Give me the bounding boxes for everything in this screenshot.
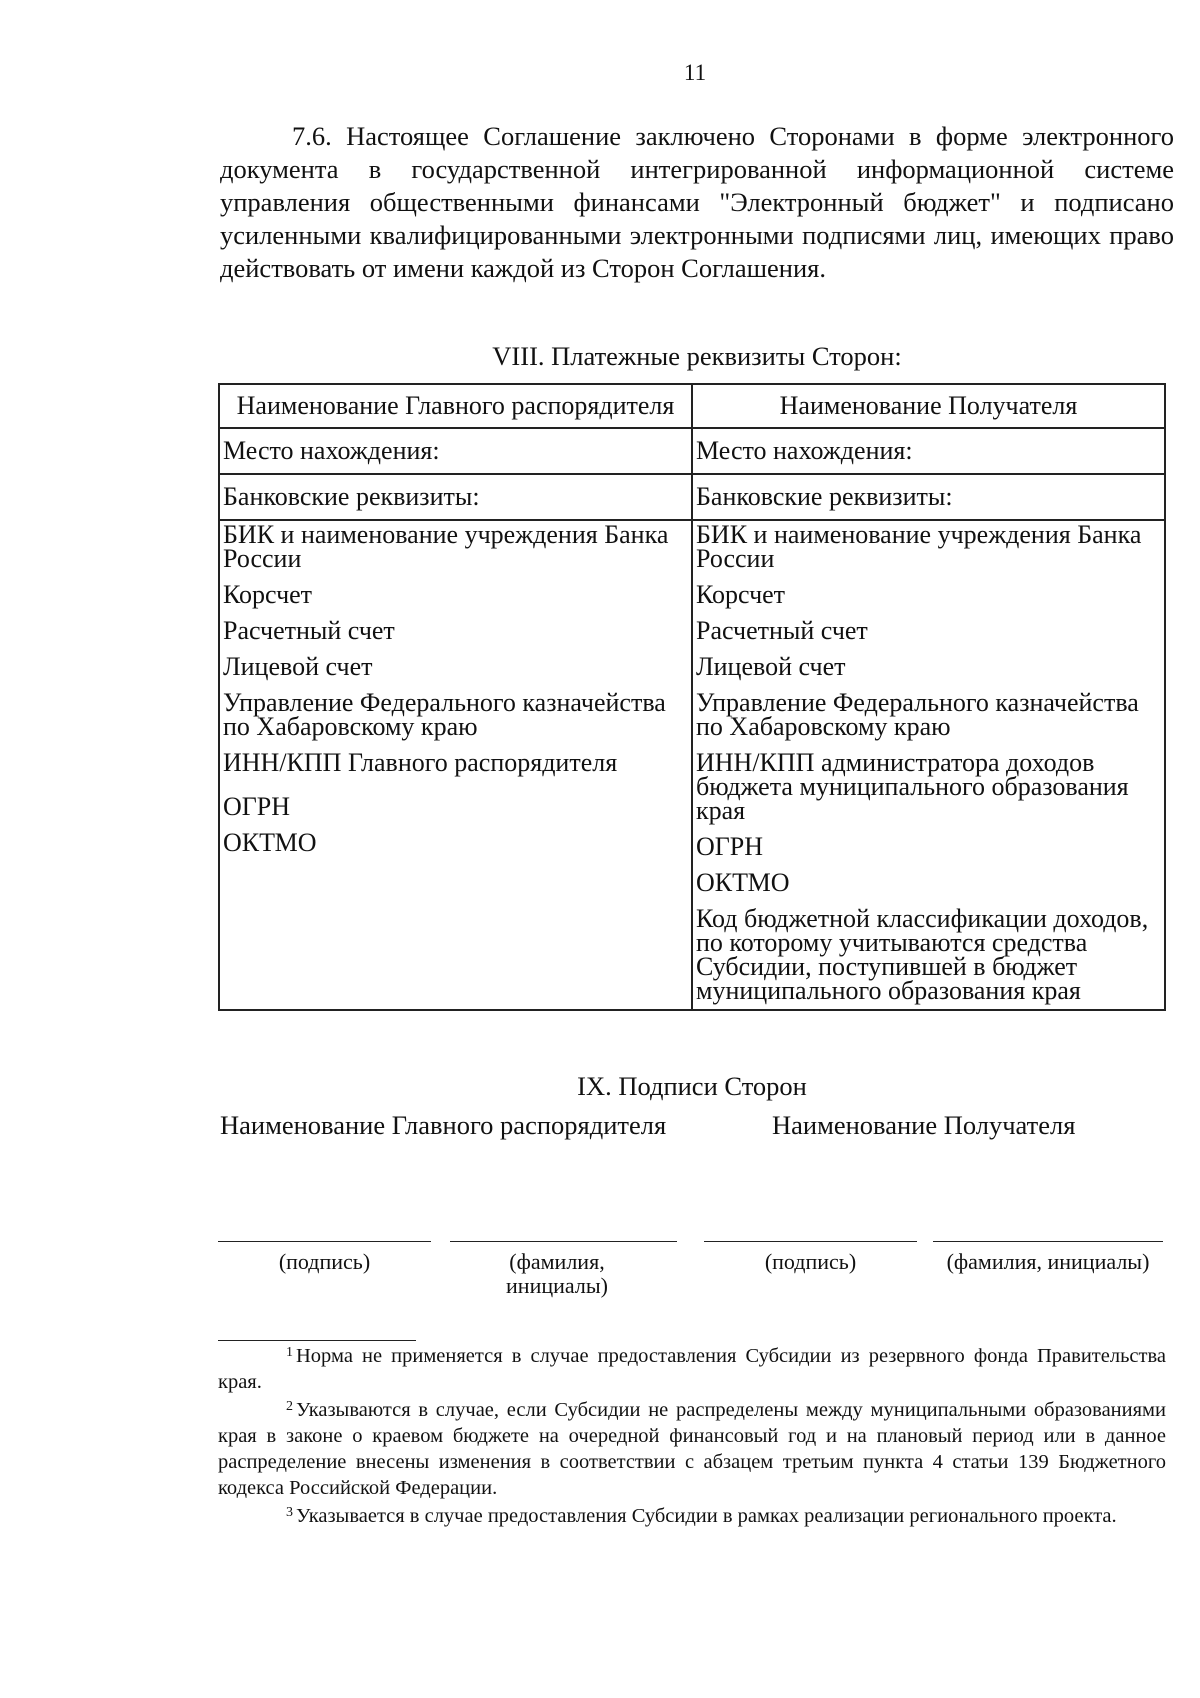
name-line-2 <box>933 1241 1163 1242</box>
right-item-oktmo: ОКТМО <box>696 868 790 897</box>
name-line-1 <box>450 1241 677 1242</box>
signature-line-1 <box>218 1241 431 1242</box>
footnote-text: Указывается в случае предоставления Субсидии в рамках реализации регионального проекта. <box>296 1505 1117 1527</box>
footnote-1 <box>218 1343 1166 1395</box>
name-caption-1: (фамилия, инициалы) <box>506 1249 608 1298</box>
left-item-ufk: Управление Федерального казначейства по Хабаровскому краю <box>223 688 666 741</box>
left-bank-cell: Банковские реквизиты: <box>219 474 692 520</box>
right-item-kbk: Код бюджетной классификации доходов, по которому учитываются средства Субсидии, поступившей в бюджет муниципального образования края <box>696 904 1149 1005</box>
right-bank-cell: Банковские реквизиты: <box>692 474 1165 520</box>
signature-caption-2: (подпись) <box>764 1249 857 1274</box>
right-item-raschetny: Расчетный счет <box>696 616 868 645</box>
name-caption-2: (фамилия, инициалы) <box>946 1249 1150 1274</box>
signature-right-party: Наименование Получателя <box>772 1110 1076 1140</box>
footnote-mark: 3 <box>286 1505 293 1520</box>
left-details-cell <box>219 520 692 1010</box>
page-number: 11 <box>683 60 707 85</box>
signature-left-party: Наименование Главного распорядителя <box>220 1110 667 1140</box>
footnotes <box>218 1343 1166 1531</box>
footnote-3 <box>218 1503 1166 1529</box>
location-row <box>219 428 1165 474</box>
left-item-oktmo: ОКТМО <box>223 828 317 857</box>
paragraph-7-6: 7.6. Настоящее Соглашение заключено Сторонами в форме электронного документа в государственной интегрированной информационной системе управления общественными финансами "Электронный бюджет" и подписано усиленными квалифицированными электронными подписями лиц, имеющих право действовать от имени каждой из Сторон Соглашения. <box>220 121 1174 283</box>
right-item-bik: БИК и наименование учреждения Банка России <box>696 520 1142 573</box>
footnote-text: Указываются в случае, если Субсидии не распределены между муниципальными образованиями края в законе о краевом бюджете на очередной финансовый год и на плановый период или в данное распределение внесены изменения в соответствии с абзацем третьим пункта 4 статьи 139 Бюджетного кодекса Российской Федерации. <box>218 1399 1166 1499</box>
section-8-title: VIII. Платежные реквизиты Сторон: <box>492 341 902 371</box>
table-header-row <box>219 384 1165 428</box>
right-item-inn-kpp: ИНН/КПП администратора доходов бюджета муниципального образования края <box>696 748 1129 825</box>
left-item-inn-kpp: ИНН/КПП Главного распорядителя <box>223 748 618 777</box>
left-item-raschetny: Расчетный счет <box>223 616 395 645</box>
section-9-title: IX. Подписи Сторон <box>577 1071 807 1101</box>
signature-caption-1: (подпись) <box>278 1249 371 1274</box>
right-item-licevoy: Лицевой счет <box>696 652 846 681</box>
right-item-korschet: Корсчет <box>696 580 786 609</box>
left-item-bik: БИК и наименование учреждения Банка России <box>223 520 669 573</box>
left-item-korschet: Корсчет <box>223 580 313 609</box>
bank-row <box>219 474 1165 520</box>
right-location-cell: Место нахождения: <box>692 428 1165 474</box>
left-item-licevoy: Лицевой счет <box>223 652 373 681</box>
right-details-cell <box>692 520 1165 1010</box>
left-header-cell: Наименование Главного распорядителя <box>219 384 692 428</box>
footnote-2 <box>218 1397 1166 1501</box>
left-location-cell: Место нахождения: <box>219 428 692 474</box>
right-item-ufk: Управление Федерального казначейства по Хабаровскому краю <box>696 688 1139 741</box>
footnote-mark: 1 <box>286 1345 293 1360</box>
footnote-text: Норма не применяется в случае предоставления Субсидии из резервного фонда Правительства края. <box>218 1345 1166 1393</box>
right-header-cell: Наименование Получателя <box>692 384 1165 428</box>
right-item-ogrn: ОГРН <box>696 832 764 861</box>
footnote-mark: 2 <box>286 1399 293 1414</box>
footnote-separator <box>218 1340 416 1341</box>
left-item-ogrn: ОГРН <box>223 792 291 821</box>
payment-details-table <box>218 383 1166 1011</box>
signature-line-2 <box>704 1241 917 1242</box>
details-row <box>219 520 1165 1010</box>
